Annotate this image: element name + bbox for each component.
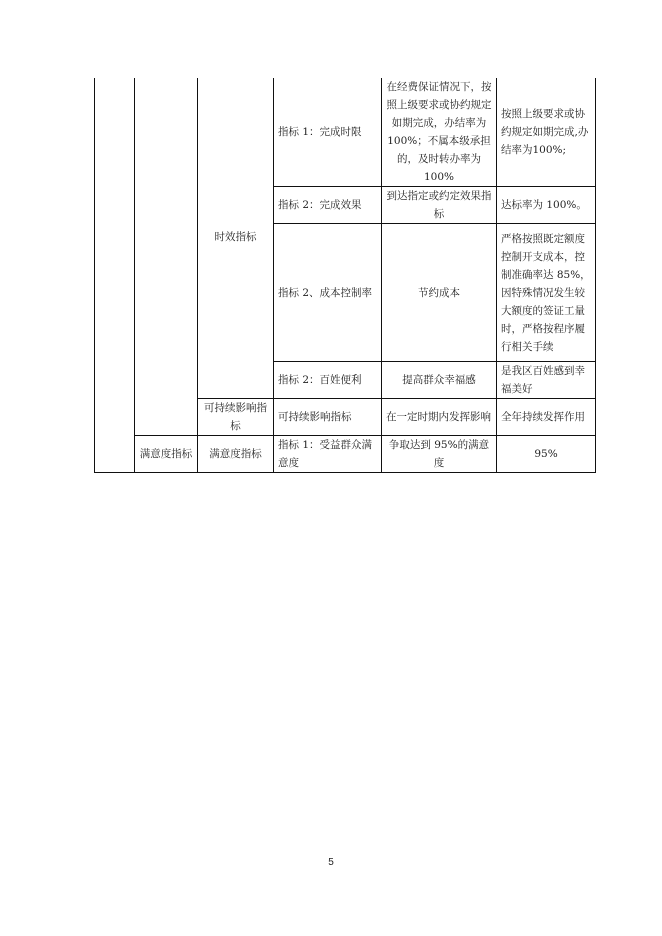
- level2-sustainable: 可持续影响指标: [198, 399, 274, 436]
- indicator-cell: 指标 2：百姓便利: [274, 362, 382, 399]
- value-cell: 达标率为 100%。: [497, 187, 596, 224]
- target-cell: 争取达到 95%的满意度: [382, 436, 497, 473]
- value-cell: 按照上级要求或协约规定如期完成,办结率为100%;: [497, 78, 596, 187]
- value-cell: 是我区百姓感到幸福美好: [497, 362, 596, 399]
- target-cell: 到达指定或约定效果指标: [382, 187, 497, 224]
- target-cell: 在经费保证情况下，按照上级要求或协约规定如期完成，办结率为 100%；不属本级承担的，及时转办率为 100%: [382, 78, 497, 187]
- target-cell: 在一定时期内发挥影响: [382, 399, 497, 436]
- level2-satisfaction: 满意度指标: [198, 436, 274, 473]
- outer-category-cell: [95, 78, 135, 473]
- page-number: 5: [328, 857, 334, 868]
- target-cell: 提高群众幸福感: [382, 362, 497, 399]
- level2-timeliness: 时效指标: [198, 78, 274, 399]
- value-cell: 严格按照既定额度控制开支成本，控制准确率达 85%，因特殊情况发生较大额度的签证工量时，严格按程序履行相关手续: [497, 224, 596, 362]
- target-cell: 节约成本: [382, 224, 497, 362]
- indicator-cell: 可持续影响指标: [274, 399, 382, 436]
- indicator-cell: 指标 2：完成效果: [274, 187, 382, 224]
- performance-indicator-table: [94, 78, 596, 473]
- value-cell: 全年持续发挥作用: [497, 399, 596, 436]
- indicator-cell: 指标 1：完成时限: [274, 78, 382, 187]
- level1-category-cell: [135, 78, 198, 436]
- indicator-cell: 指标 1：受益群众满意度: [274, 436, 382, 473]
- value-cell: 95%: [497, 436, 596, 473]
- indicator-cell: 指标 2、成本控制率: [274, 224, 382, 362]
- level1-satisfaction: 满意度指标: [135, 436, 198, 473]
